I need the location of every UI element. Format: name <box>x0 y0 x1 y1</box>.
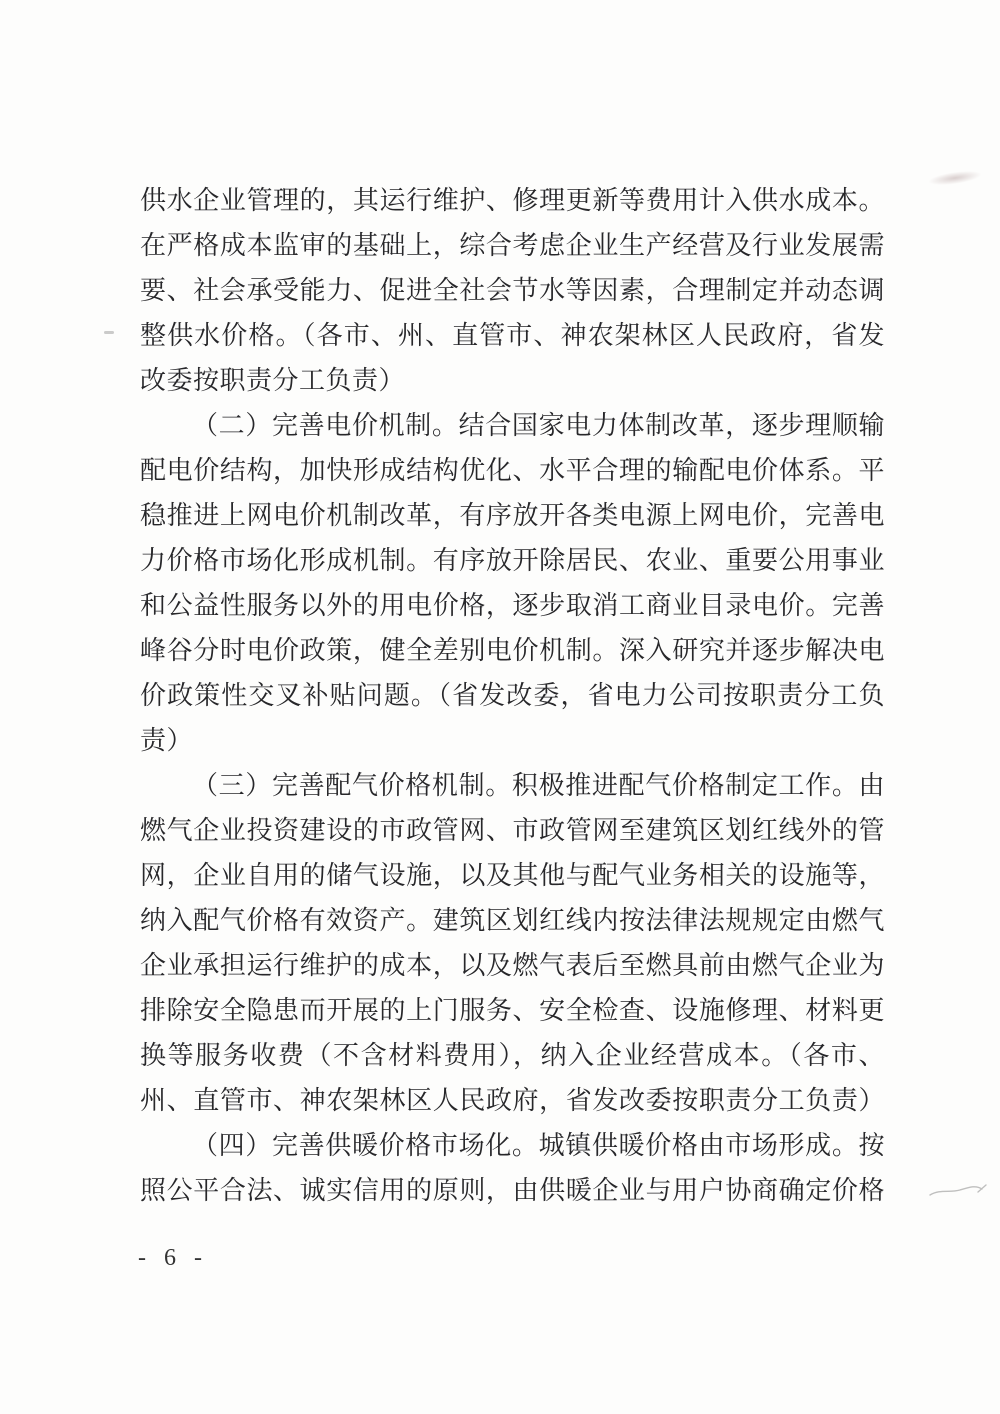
paragraph-electricity-pricing <box>140 403 885 763</box>
text-line: 整供水价格。（各市、州、直管市、神农架林区人民政府，省发 <box>140 321 885 350</box>
text-line: 责） <box>140 726 194 755</box>
scan-squiggle-artifact <box>928 1180 990 1207</box>
text-line: 改委按职责分工负责） <box>140 366 406 395</box>
text-line: （四）完善供暖价格市场化。城镇供暖价格由市场形成。按 <box>192 1131 885 1160</box>
page-number: - 6 - <box>138 1245 208 1271</box>
text-line: 要、社会承受能力、促进全社会节水等因素，合理制定并动态调 <box>140 276 885 305</box>
text-line: 州、直管市、神农架林区人民政府，省发改委按职责分工负责） <box>140 1086 885 1115</box>
paragraph-water-pricing <box>140 178 885 403</box>
paragraph-gas-pricing <box>140 763 885 1123</box>
text-line: 换等服务收费（不含材料费用），纳入企业经营成本。（各市、 <box>140 1041 885 1070</box>
text-line: （三）完善配气价格机制。积极推进配气价格制定工作。由 <box>192 771 885 800</box>
text-line: 稳推进上网电价机制改革，有序放开各类电源上网电价，完善电 <box>140 501 885 530</box>
text-line: 企业承担运行维护的成本，以及燃气表后至燃具前由燃气企业为 <box>140 951 885 980</box>
text-line: 峰谷分时电价政策，健全差别电价机制。深入研究并逐步解决电 <box>140 636 885 665</box>
scan-dash-artifact <box>104 331 114 334</box>
text-line: 网，企业自用的储气设施，以及其他与配气业务相关的设施等， <box>140 861 885 890</box>
text-line: 力价格市场化形成机制。有序放开除居民、农业、重要公用事业 <box>140 546 885 575</box>
paragraph-heating-pricing <box>140 1123 885 1213</box>
text-line: （二）完善电价机制。结合国家电力体制改革，逐步理顺输 <box>192 411 885 440</box>
text-line: 燃气企业投资建设的市政管网、市政管网至建筑区划红线外的管 <box>140 816 885 845</box>
text-line: 供水企业管理的，其运行维护、修理更新等费用计入供水成本。 <box>140 186 885 215</box>
text-line: 排除安全隐患而开展的上门服务、安全检查、设施修理、材料更 <box>140 996 885 1025</box>
scan-smudge-artifact <box>927 168 982 187</box>
text-line: 配电价结构，加快形成结构优化、水平合理的输配电价体系。平 <box>140 456 885 485</box>
text-line: 照公平合法、诚实信用的原则，由供暖企业与用户协商确定价格 <box>140 1176 885 1205</box>
text-line: 纳入配气价格有效资产。建筑区划红线内按法律法规规定由燃气 <box>140 906 885 935</box>
document-body <box>140 178 885 1213</box>
text-line: 和公益性服务以外的用电价格，逐步取消工商业目录电价。完善 <box>140 591 885 620</box>
text-line: 在严格成本监审的基础上，综合考虑企业生产经营及行业发展需 <box>140 231 885 260</box>
text-line: 价政策性交叉补贴问题。（省发改委，省电力公司按职责分工负 <box>140 681 885 710</box>
